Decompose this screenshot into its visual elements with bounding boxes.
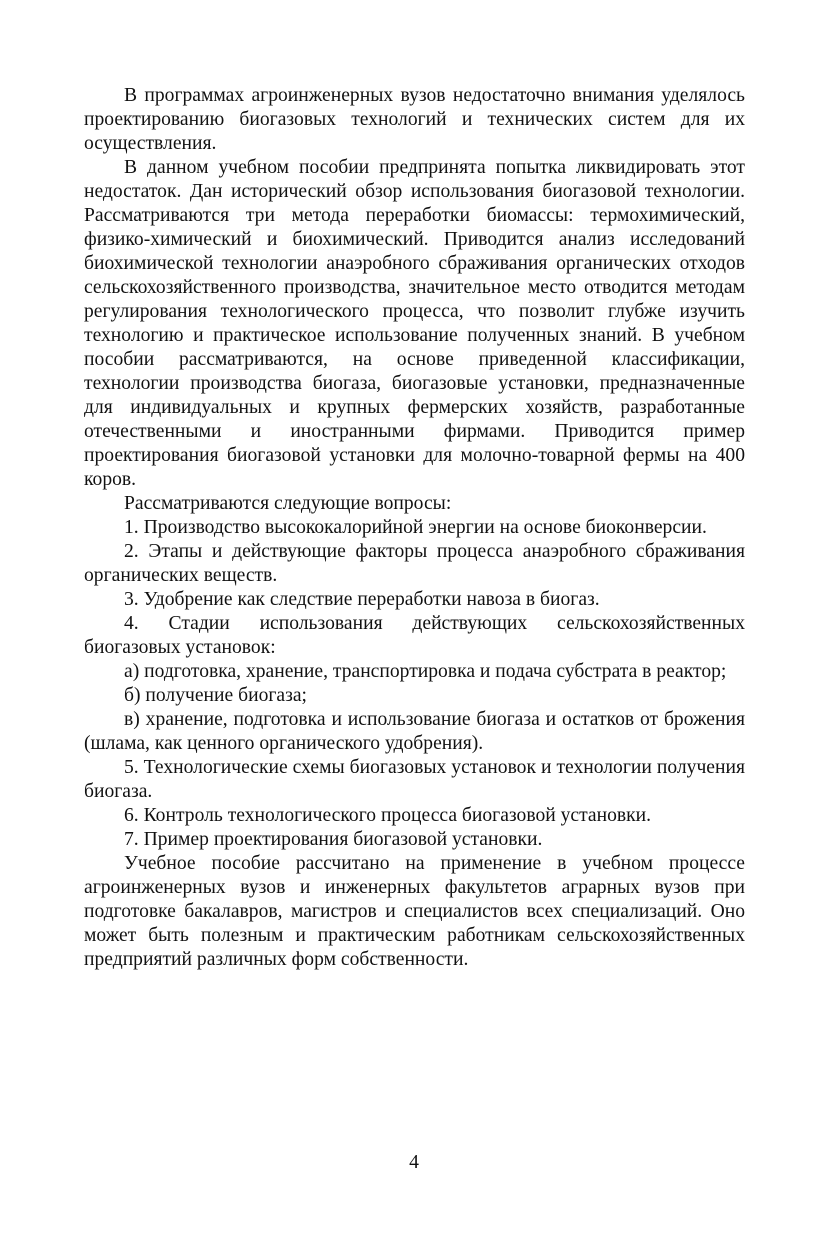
body-text — [84, 84, 745, 972]
paragraph-audience: Учебное пособие рассчитано на применение в учебном процессе агроинженерных вузов и инженерных факультетов аграрных вузов при подготовке бакалавров, магистров и специалистов всех специализаций. Оно может быть полезным и практическим работникам сельскохозяйственных предприятий различных форм собственности. — [84, 853, 745, 970]
list-item-2: 2. Этапы и действующие факторы процесса анаэробного сбраживания органических веществ. — [84, 541, 745, 586]
list-subitem-b: б) получение биогаза; — [124, 685, 307, 706]
list-item-3: 3. Удобрение как следствие переработки навоза в биогаз. — [124, 589, 600, 610]
list-subitem-c: в) хранение, подготовка и использование биогаза и остатков от брожения (шлама, как ценного органического удобрения). — [84, 709, 745, 754]
page-number: 4 — [409, 1152, 419, 1173]
list-item-1: 1. Производство высококалорийной энергии на основе биоконверсии. — [124, 517, 707, 538]
list-item-5: 5. Технологические схемы биогазовых установок и технологии получения биогаза. — [84, 757, 745, 802]
paragraph-questions-heading: Рассматриваются следующие вопросы: — [124, 493, 452, 514]
list-item-7: 7. Пример проектирования биогазовой установки. — [124, 829, 543, 850]
paragraph-overview: В данном учебном пособии предпринята попытка ликвидировать этот недостаток. Дан исторический обзор использования биогазовой технологии. Рассматриваются три метода переработки биомассы: термохимический, физико-химический и биохимический. Приводится анализ исследований биохимической технологии анаэробного сбраживания органических отходов сельскохозяйственного производства, значительное место отводится методам регулирования технологического процесса, что позволит глубже изучить технологию и практическое использование полученных знаний. В учебном пособии рассматриваются, на основе приведенной классификации, технологии производства биогаза, биогазовые установки, предназначенные для индивидуальных и крупных фермерских хозяйств, разработанные отечественными и иностранными фирмами. Приводится пример проектирования биогазовой установки для молочно-товарной фермы на 400 коров. — [84, 157, 745, 490]
list-item-6: 6. Контроль технологического процесса биогазовой установки. — [124, 805, 652, 826]
list-item-4: 4. Стадии использования действующих сельскохозяйственных биогазовых установок: — [84, 613, 745, 658]
list-subitem-a: а) подготовка, хранение, транспортировка и подача субстрата в реактор; — [124, 661, 727, 682]
paragraph-intro: В программах агроинженерных вузов недостаточно внимания уделялось проектированию биогазовых технологий и технических систем для их осуществления. — [84, 85, 745, 154]
